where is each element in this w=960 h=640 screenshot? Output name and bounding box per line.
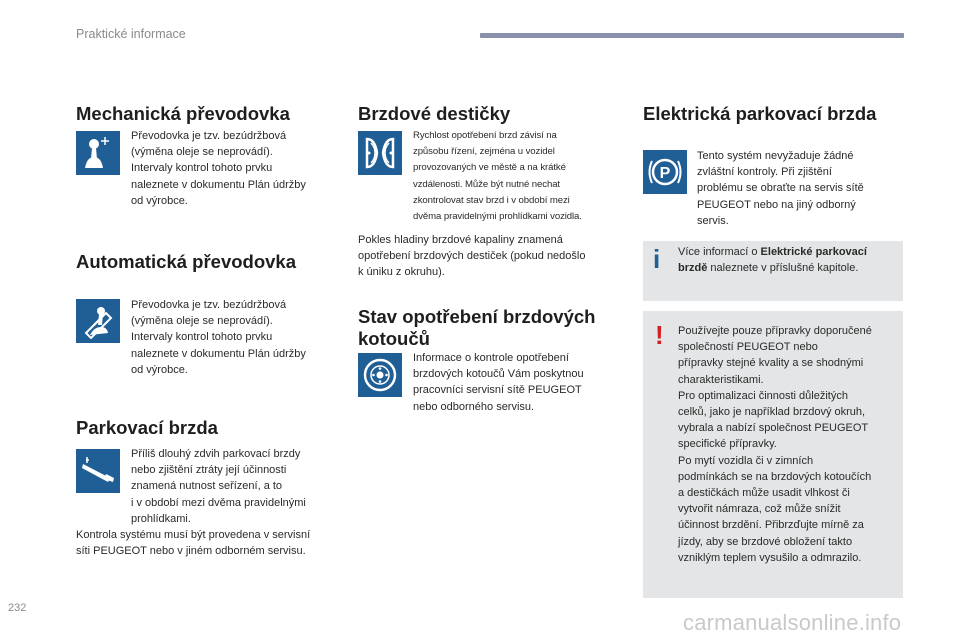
warning-mark-icon: !	[655, 320, 664, 350]
parking-brake-text: Příliš dlouhý zdvih parkovací brzdy nebo zjištění ztráty její účinnosti znamená nutnost seřízení, a to i v období mezi dvěma pravidelnými prohlídkami.	[131, 448, 306, 525]
automatic-gearbox-text: Převodovka je tzv. bezúdržbová (výměna oleje se neprovádí). Intervaly kontrol tohoto prvku naleznete v dokumentu Plán údržby od výrobce.	[131, 299, 306, 376]
page-number: 232	[8, 602, 27, 614]
svg-text:P: P	[659, 165, 671, 182]
parking-brake-lever-icon	[76, 449, 120, 493]
info-text: Více informací o Elektrické parkovací brzdě naleznete v příslušné kapitole.	[678, 246, 867, 275]
electric-parking-brake-text: Tento systém nevyžaduje žádné zvláštní kontroly. Při zjištění problému se obraťte na servis sítě PEUGEOT nebo na jiný odborný servis.	[697, 150, 864, 227]
heading-manual-gearbox: Mechanická převodovka	[76, 103, 290, 124]
brake-pads-text-2: Pokles hladiny brzdové kapaliny znamená opotřebení brzdových destiček (pokud nedošlo k úniku z okruhu).	[358, 234, 586, 279]
warning-text: Používejte pouze přípravky doporučené společností PEUGEOT nebo přípravky stejné kvality a se shodnými charakteristikami. Pro optimalizaci činnosti důležitých celků, jako je například brzdový okruh, vybrala a nabízí společnost PEUGEOT specifické přípravky. Po mytí vozidla či v zimních podmínkách se na brzdových kotoučích a destičkách může usadit vlhkost či vytvořit námraza, což může snížit účinnost brzdění. Přibrzďujte mírně za jízdy, aby se brzdové obložení takto vzniklým teplem vysušilo a odmrazilo.	[678, 325, 872, 564]
manual-gearbox-text: Převodovka je tzv. bezúdržbová (výměna oleje se neprovádí). Intervaly kontrol tohoto prvku naleznete v dokumentu Plán údržby od výrobce.	[131, 130, 306, 207]
section-title: Praktické informace	[76, 27, 186, 41]
header-rule	[480, 33, 904, 38]
parking-brake-text-2: Kontrola systému musí být provedena v servisní síti PEUGEOT nebo v jiném odborném servisu.	[76, 529, 311, 558]
heading-brake-pads: Brzdové destičky	[358, 103, 511, 124]
gear-shift-icon	[76, 131, 120, 175]
watermark: carmanualsonline.info	[683, 610, 902, 635]
heading-parking-brake: Parkovací brzda	[76, 417, 218, 438]
automatic-selector-icon	[76, 299, 120, 343]
heading-brake-discs-line1: Stav opotřebení brzdových	[358, 306, 596, 327]
brake-pads-text: Rychlost opotřebení brzd závisí na způsobu řízení, zejména u vozidel provozovaných ve městě a na krátké vzdálenosti. Může být nutné nechat zkontrolovat stav brzd i v období mezi dvěma pravidelnými prohlídkami vozidla.	[413, 130, 582, 223]
brake-discs-text: Informace o kontrole opotřebení brzdových kotoučů Vám poskytnou pracovníci servisní sítě PEUGEOT nebo odborného servisu.	[413, 352, 584, 413]
brake-disc-icon	[358, 353, 402, 397]
brake-pads-icon	[358, 131, 402, 175]
electric-parking-brake-icon	[643, 150, 687, 194]
info-mark-icon: i	[653, 244, 661, 274]
heading-brake-discs-line2: kotoučů	[358, 328, 430, 349]
heading-electric-parking-brake: Elektrická parkovací brzda	[643, 103, 877, 124]
heading-automatic-gearbox: Automatická převodovka	[76, 251, 297, 272]
heading-brake-discs	[358, 306, 595, 350]
